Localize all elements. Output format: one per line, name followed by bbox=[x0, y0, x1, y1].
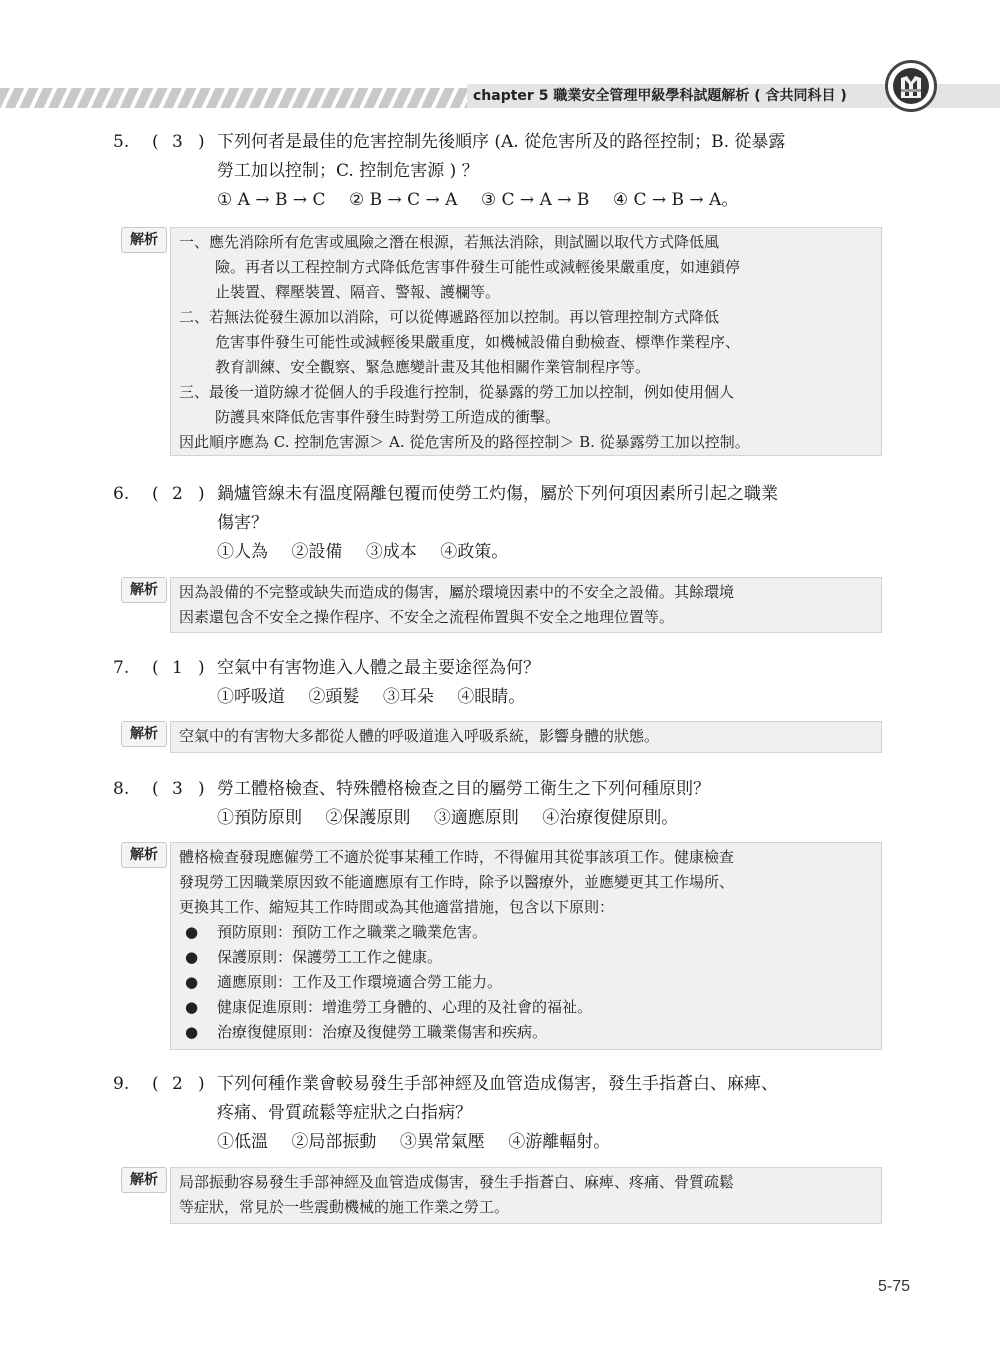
option: ③ C → A → B bbox=[480, 190, 590, 210]
analysis-bullet bbox=[179, 995, 873, 1020]
paren-right: ) bbox=[198, 132, 205, 152]
analysis-line: 等症狀，常見於一些震動機械的施工作業之勞工。 bbox=[179, 1198, 510, 1216]
question-options bbox=[217, 538, 526, 566]
question-number: 9. bbox=[113, 1074, 130, 1094]
analysis-box bbox=[170, 577, 882, 633]
option: ①預防原則 bbox=[217, 808, 302, 828]
analysis-box bbox=[170, 842, 882, 1050]
paren-left: ( bbox=[152, 779, 159, 799]
option: ④ C → B → A。 bbox=[612, 190, 739, 210]
paren-right: ) bbox=[198, 1074, 205, 1094]
analysis-box bbox=[170, 227, 882, 456]
analysis-line: 三、最後一道防線才從個人的手段進行控制，從暴露的勞工加以控制，例如使用個人 bbox=[179, 383, 735, 401]
analysis-line: 更換其工作、縮短其工作時間或為其他適當措施，包含以下原則： bbox=[179, 898, 615, 916]
paren-left: ( bbox=[152, 132, 159, 152]
analysis-bullet bbox=[179, 970, 873, 995]
analysis-line: 防護具來降低危害事件發生時對勞工所造成的衝擊。 bbox=[215, 408, 561, 426]
analysis-line: 險。再者以工程控制方式降低危害事件發生可能性或減輕後果嚴重度，如連鎖停 bbox=[215, 258, 741, 276]
option: ②頭髮 bbox=[308, 687, 360, 707]
option: ① A → B → C bbox=[217, 190, 326, 210]
bullet-text: 適應原則：工作及工作環境適合勞工能力。 bbox=[217, 973, 503, 991]
analysis-label: 解析 bbox=[121, 227, 167, 253]
question-text-line: 勞工加以控制；C. 控制危害源 ) ？ bbox=[217, 161, 479, 181]
option: ②設備 bbox=[291, 542, 343, 562]
question-options bbox=[217, 804, 696, 832]
option: ③耳朵 bbox=[382, 687, 434, 707]
option: ②保護原則 bbox=[325, 808, 411, 828]
option: ③異常氣壓 bbox=[399, 1132, 485, 1152]
bullet-icon: ● bbox=[185, 1023, 199, 1041]
option: ④游離輻射。 bbox=[508, 1132, 611, 1152]
question-answer: 2 bbox=[172, 1074, 183, 1094]
analysis-bullet bbox=[179, 1020, 873, 1045]
question-options bbox=[217, 1128, 628, 1156]
option: ①呼吸道 bbox=[217, 687, 285, 707]
analysis-label: 解析 bbox=[121, 1167, 167, 1193]
analysis-bullet bbox=[179, 945, 873, 970]
option: ①人為 bbox=[217, 542, 268, 562]
question-text-line: 鍋爐管線未有溫度隔離包覆而使勞工灼傷，屬於下列何項因素所引起之職業 bbox=[217, 484, 778, 504]
analysis-line: 一、應先消除所有危害或風險之潛在根源，若無法消除，則試圖以取代方式降低風 bbox=[179, 233, 720, 251]
bullet-icon: ● bbox=[185, 998, 199, 1016]
question-text-line: 勞工體格檢查、特殊體格檢查之目的屬勞工衛生之下列何種原則？ bbox=[217, 779, 710, 799]
option: ③適應原則 bbox=[433, 808, 519, 828]
question-number: 8. bbox=[113, 779, 130, 799]
question-options bbox=[217, 683, 543, 711]
question-number: 5. bbox=[113, 132, 130, 152]
analysis-line: 發現勞工因職業原因致不能適應原有工作時，除予以醫療外，並應變更其工作場所、 bbox=[179, 873, 735, 891]
bullet-icon: ● bbox=[185, 948, 199, 966]
question-text-line: 空氣中有害物進入人體之最主要途徑為何？ bbox=[217, 658, 540, 678]
analysis-line: 因為設備的不完整或缺失而造成的傷害，屬於環境因素中的不安全之設備。其餘環境 bbox=[179, 583, 735, 601]
analysis-line: 二、若無法從發生源加以消除，可以從傳遞路徑加以控制。再以管理控制方式降低 bbox=[179, 308, 720, 326]
question-answer: 1 bbox=[172, 658, 183, 678]
analysis-label: 解析 bbox=[121, 842, 167, 868]
analysis-bullet bbox=[179, 920, 873, 945]
option: ④眼睛。 bbox=[457, 687, 526, 707]
question-text-line: 下列何種作業會較易發生手部神經及血管造成傷害，發生手指蒼白、麻痺、 bbox=[217, 1074, 778, 1094]
paren-right: ) bbox=[198, 658, 205, 678]
question-number: 7. bbox=[113, 658, 130, 678]
option: ①低溫 bbox=[217, 1132, 268, 1152]
bullet-text: 健康促進原則：增進勞工身體的、心理的及社會的福祉。 bbox=[217, 998, 593, 1016]
bullet-text: 預防原則：預防工作之職業之職業危害。 bbox=[217, 923, 488, 941]
question-number: 6. bbox=[113, 484, 130, 504]
paren-right: ) bbox=[198, 779, 205, 799]
analysis-line: 危害事件發生可能性或減輕後果嚴重度，如機械設備自動檢查、標準作業程序、 bbox=[215, 333, 741, 351]
analysis-line: 體格檢查發現應僱勞工不適於從事某種工作時，不得僱用其從事該項工作。健康檢查 bbox=[179, 848, 735, 866]
option: ② B → C → A bbox=[348, 190, 458, 210]
bullet-icon: ● bbox=[185, 923, 199, 941]
question-options bbox=[217, 186, 756, 214]
analysis-line: 因素還包含不安全之操作程序、不安全之流程佈置與不安全之地理位置等。 bbox=[179, 608, 675, 626]
analysis-line: 局部振動容易發生手部神經及血管造成傷害，發生手指蒼白、麻痺、疼痛、骨質疏鬆 bbox=[179, 1173, 735, 1191]
analysis-line: 因此順序應為 C. 控制危害源＞ A. 從危害所及的路徑控制＞ B. 從暴露勞工加以控制。 bbox=[179, 433, 750, 451]
option: ④政策。 bbox=[440, 542, 509, 562]
option: ②局部振動 bbox=[291, 1132, 377, 1152]
paren-left: ( bbox=[152, 1074, 159, 1094]
analysis-label: 解析 bbox=[121, 577, 167, 603]
question-text-line: 傷害？ bbox=[217, 513, 268, 533]
bullet-icon: ● bbox=[185, 973, 199, 991]
analysis-line: 止裝置、釋壓裝置、隔音、警報、護欄等。 bbox=[215, 283, 501, 301]
bullet-text: 保護原則：保護勞工工作之健康。 bbox=[217, 948, 443, 966]
analysis-box bbox=[170, 1167, 882, 1224]
analysis-line: 教育訓練、安全觀察、緊急應變計畫及其他相關作業管制程序等。 bbox=[215, 358, 651, 376]
analysis-label: 解析 bbox=[121, 721, 167, 747]
paren-right: ) bbox=[198, 484, 205, 504]
question-text-line: 下列何者是最佳的危害控制先後順序 (A. 從危害所及的路徑控制；B. 從暴露 bbox=[217, 132, 786, 152]
paren-left: ( bbox=[152, 658, 159, 678]
page-number: 5-75 bbox=[878, 1278, 911, 1295]
analysis-box bbox=[170, 721, 882, 753]
bullet-text: 治療復健原則：治療及復健勞工職業傷害和疾病。 bbox=[217, 1023, 548, 1041]
paren-left: ( bbox=[152, 484, 159, 504]
chapter-title: chapter 5 職業安全管理甲級學科試題解析 ( 含共同科目 ) bbox=[467, 84, 857, 108]
option: ③成本 bbox=[365, 542, 417, 562]
option: ④治療復健原則。 bbox=[542, 808, 679, 828]
safety-vest-logo-icon bbox=[885, 60, 937, 112]
question-answer: 2 bbox=[172, 484, 183, 504]
question-text-line: 疼痛、骨質疏鬆等症狀之白指病？ bbox=[217, 1103, 472, 1123]
question-answer: 3 bbox=[172, 132, 183, 152]
question-answer: 3 bbox=[172, 779, 183, 799]
analysis-line: 空氣中的有害物大多都從人體的呼吸道進入呼吸系統，影響身體的狀態。 bbox=[179, 727, 660, 745]
